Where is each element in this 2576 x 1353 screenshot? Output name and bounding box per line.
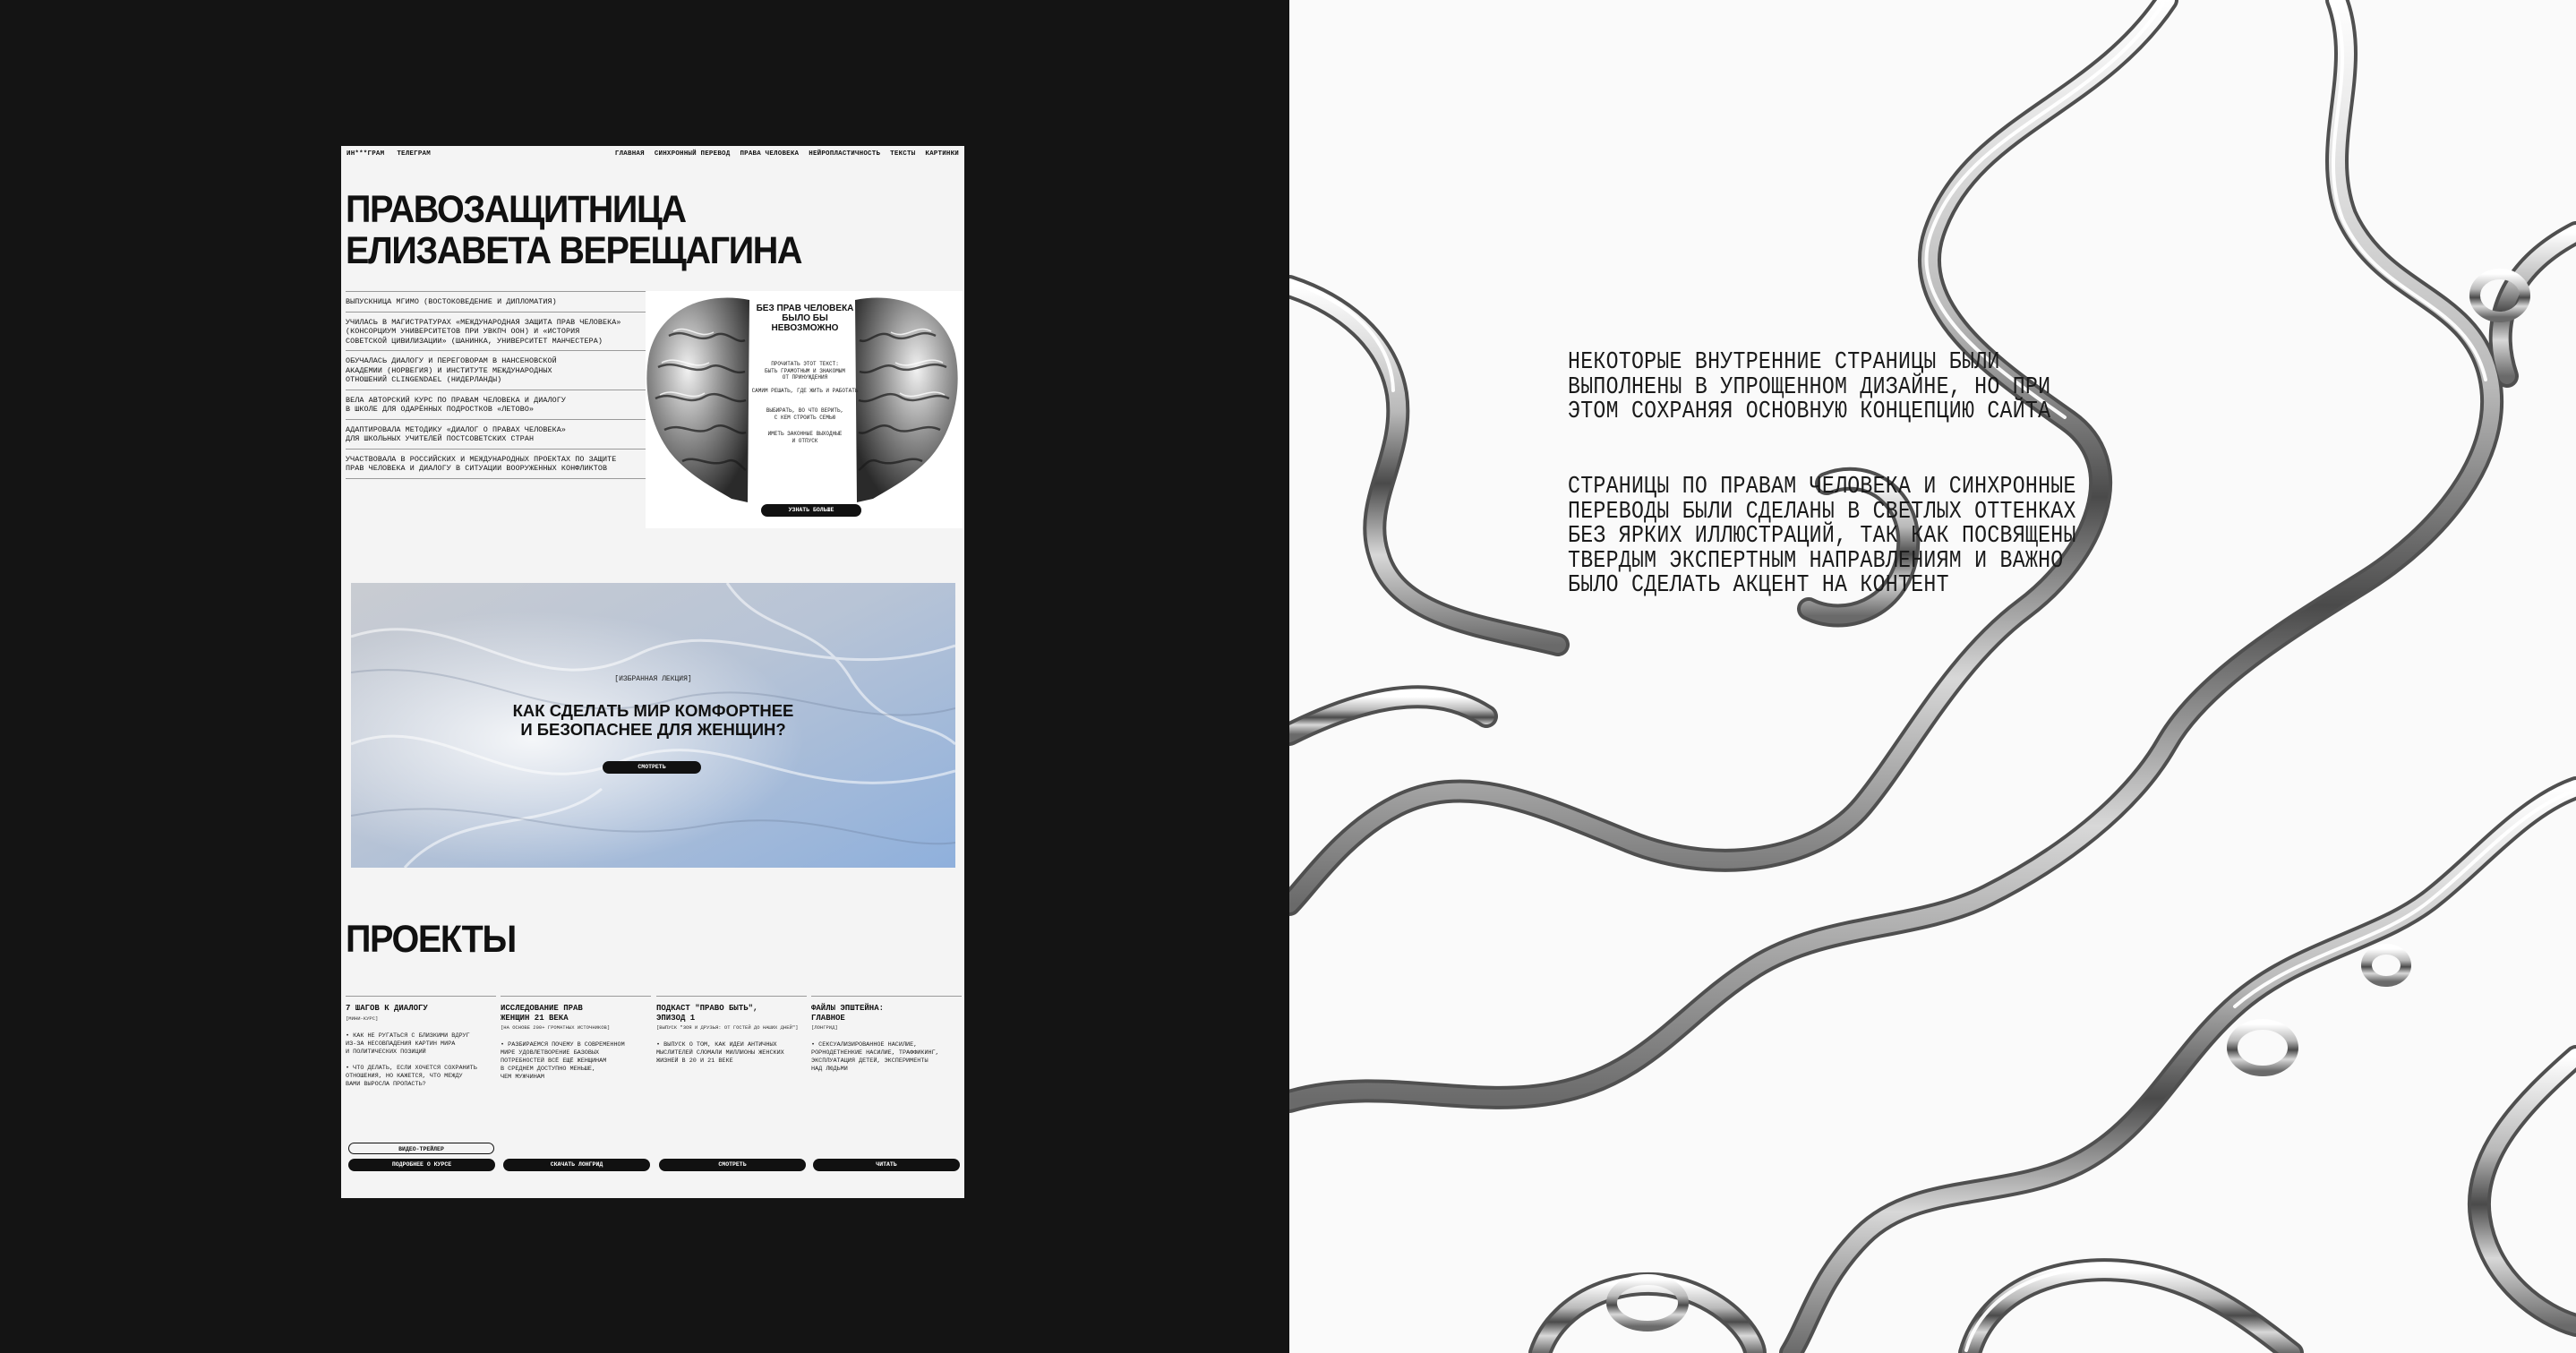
card-title: БЕЗ ПРАВ ЧЕЛОВЕКА БЫЛО БЫ НЕВОЗМОЖНО bbox=[756, 304, 854, 333]
project-title: 7 ШАГОВ К ДИАЛОГУ bbox=[346, 1004, 428, 1013]
project-card bbox=[501, 996, 651, 1131]
social-links bbox=[347, 150, 431, 158]
course-details-button[interactable]: ПОДРОБНЕЕ О КУРСЕ bbox=[348, 1159, 495, 1171]
watch-podcast-button[interactable]: СМОТРЕТЬ bbox=[659, 1159, 806, 1171]
right-panel bbox=[1289, 0, 2576, 1353]
project-description: • ВЫПУСК О ТОМ, КАК ИДЕИ АНТИЧНЫХ МЫСЛИТЕЛЕЙ СЛОМАЛИ МИЛЛИОНЫ ЖЕНСКИХ ЖИЗНЕЙ В 20 И 21 ВЕКЕ bbox=[656, 1041, 784, 1065]
project-subtitle: [МИНИ-КУРС] bbox=[346, 1015, 379, 1022]
download-longread-button[interactable]: СКАЧАТЬ ЛОНГРИД bbox=[503, 1159, 650, 1171]
nav-neuroplasticity[interactable]: НЕЙРОПЛАСТИЧНОСТЬ bbox=[809, 150, 881, 158]
project-description: • КАК НЕ РУГАТЬСЯ С БЛИЗКИМИ ВДРУГ ИЗ-ЗА НЕСОВПАДЕНИЯ КАРТИН МИРА И ПОЛИТИЧЕСКИХ ПОЗИЦИЙ • ЧТО ДЕЛАТЬ, ЕСЛИ ХОЧЕТСЯ СОХРАНИТЬ ОТНОШЕНИЯ, НО КАЖЕТСЯ, ЧТО МЕЖДУ ВАМИ ВЫРОСЛА ПРОПАСТЬ? bbox=[346, 1032, 477, 1088]
card-text: ПРОЧИТАТЬ ЭТОТ ТЕКСТ: БЫТЬ ГРАМОТНЫМ И ЗНАКОМЫМ ОТ ПРИНУЖДЕНИЯ bbox=[764, 361, 845, 381]
nav-telegram[interactable]: ТЕЛЕГРАМ bbox=[397, 150, 431, 158]
bio-list bbox=[346, 291, 655, 479]
bio-item: ОБУЧАЛАСЬ ДИАЛОГУ И ПЕРЕГОВОРАМ В НАНСЕНОВСКОЙ АКАДЕМИИ (НОРВЕГИЯ) И ИНСТИТУТЕ МЕЖДУНАРОДНЫХ ОТНОШЕНИЙ CLINGENDAEL (НИДЕРЛАНДЫ) bbox=[346, 350, 655, 390]
nav-pictures[interactable]: КАРТИНКИ bbox=[925, 150, 959, 158]
project-title: ИССЛЕДОВАНИЕ ПРАВ ЖЕНЩИН 21 ВЕКА bbox=[501, 1004, 583, 1023]
project-subtitle: [ЛОНГРИД] bbox=[811, 1024, 838, 1031]
website-screenshot bbox=[341, 146, 964, 1198]
watch-button[interactable]: СМОТРЕТЬ bbox=[603, 761, 701, 774]
chrome-brain-image-left bbox=[646, 291, 758, 506]
chrome-liquid-artwork bbox=[1289, 0, 2576, 1353]
bio-item: ВЫПУСКНИЦА МГИМО (ВОСТОКОВЕДЕНИЕ И ДИПЛОМАТИЯ) bbox=[346, 291, 655, 312]
lecture-title: КАК СДЕЛАТЬ МИР КОМФОРТНЕЕ И БЕЗОПАСНЕЕ ДЛЯ ЖЕНЩИН? bbox=[512, 701, 794, 739]
project-title: ПОДКАСТ "ПРАВО БЫТЬ", ЭПИЗОД 1 bbox=[656, 1004, 758, 1023]
bio-item: ВЕЛА АВТОРСКИЙ КУРС ПО ПРАВАМ ЧЕЛОВЕКА И ДИАЛОГУ В ШКОЛЕ ДЛЯ ОДАРЁННЫХ ПОДРОСТКОВ «ЛЕТОВО» bbox=[346, 390, 655, 419]
caption-simplified-pages: НЕКОТОРЫЕ ВНУТРЕННИЕ СТРАНИЦЫ БЫЛИ ВЫПОЛНЕНЫ В УПРОЩЕННОМ ДИЗАЙНЕ, НО ПРИ ЭТОМ СОХРАНЯЯ ОСНОВНУЮ КОНЦЕПЦИЮ САЙТА bbox=[1568, 349, 2051, 425]
page-title bbox=[346, 189, 889, 271]
page-title-line-2: ЕЛИЗАВЕТА ВЕРЕЩАГИНА bbox=[346, 229, 802, 272]
card-text: САМИМ РЕШАТЬ, ГДЕ ЖИТЬ И РАБОТАТЬ bbox=[751, 388, 859, 394]
projects-heading: ПРОЕКТЫ bbox=[346, 918, 516, 961]
project-card bbox=[811, 996, 962, 1131]
chrome-brain-image-right bbox=[846, 291, 963, 506]
nav-texts[interactable]: ТЕКСТЫ bbox=[890, 150, 916, 158]
lecture-label: [ИЗБРАННАЯ ЛЕКЦИЯ] bbox=[614, 675, 692, 683]
card-text: ИМЕТЬ ЗАКОННЫЕ ВЫХОДНЫЕ И ОТПУСК bbox=[767, 431, 843, 444]
project-subtitle: [ВЫПУСК "ЗОЯ И ДРУЗЬЯ: ОТ ГОСТЕЙ ДО НАШИХ ДНЕЙ"] bbox=[656, 1024, 799, 1031]
nav-interpreting[interactable]: СИНХРОННЫЙ ПЕРЕВОД bbox=[654, 150, 731, 158]
project-description: • РАЗБИРАЕМСЯ ПОЧЕМУ В СОВРЕМЕННОМ МИРЕ УДОВЛЕТВОРЕНИЕ БАЗОВЫХ ПОТРЕБНОСТЕЙ ВСЁ ЕЩЁ ЖЕНЩИНАМ В СРЕДНЕМ ДОСТУПНО МЕНЬШЕ, ЧЕМ МУЖЧИНАМ bbox=[501, 1041, 625, 1081]
project-card bbox=[346, 996, 496, 1131]
nav-human-rights[interactable]: ПРАВА ЧЕЛОВЕКА bbox=[740, 150, 800, 158]
project-subtitle: [НА ОСНОВЕ 200+ ГРОМАТНЫХ ИСТОЧНИКОВ] bbox=[501, 1024, 611, 1031]
project-title: ФАЙЛЫ ЭПШТЕЙНА: ГЛАВНОЕ bbox=[811, 1004, 885, 1023]
card-text: ВЫБИРАТЬ, ВО ЧТО ВЕРИТЬ, С КЕМ СТРОИТЬ СЕМЬЮ bbox=[766, 407, 844, 421]
learn-more-button[interactable]: УЗНАТЬ БОЛЬШЕ bbox=[761, 504, 861, 517]
caption-light-pages: СТРАНИЦЫ ПО ПРАВАМ ЧЕЛОВЕКА И СИНХРОННЫЕ ПЕРЕВОДЫ БЫЛИ СДЕЛАНЫ В СВЕТЛЫХ ОТТЕНКАХ БЕЗ ЯРКИХ ИЛЛЮСТРАЦИЙ, ТАК КАК ПОСВЯЩЕНЫ ТВЕРДЫМ ЭКСПЕРТНЫМ НАПРАВЛЕНИЯМ И ВАЖНО БЫЛО СДЕЛАТЬ АКЦЕНТ НА КОНТЕНТ bbox=[1568, 474, 2076, 599]
main-menu bbox=[615, 150, 959, 158]
page-title-line-1: ПРАВОЗАЩИТНИЦА bbox=[346, 188, 686, 231]
bio-item: АДАПТИРОВАЛА МЕТОДИКУ «ДИАЛОГ О ПРАВАХ ЧЕЛОВЕКА» ДЛЯ ШКОЛЬНЫХ УЧИТЕЛЕЙ ПОСТСОВЕТСКИХ СТРАН bbox=[346, 419, 655, 449]
human-rights-card bbox=[646, 291, 963, 528]
nav-home[interactable]: ГЛАВНАЯ bbox=[614, 150, 645, 158]
featured-lecture-banner[interactable] bbox=[351, 583, 955, 868]
project-description: • СЕКСУАЛИЗИРОВАННОЕ НАСИЛИЕ, РОРНОДЕТНЕНКИЕ НАСИЛИЕ, ТРАФФИКИНГ, ЭКСПЛУАТАЦИЯ ДЕТЕЙ, ЭКСПЕРИМЕНТЫ НАД ЛЮДЬМИ bbox=[811, 1041, 939, 1073]
bio-item: УЧИЛАСЬ В МАГИСТРАТУРАХ «МЕЖДУНАРОДНАЯ ЗАЩИТА ПРАВ ЧЕЛОВЕКА» (КОНСОРЦИУМ УНИВЕРСИТЕТОВ ПРИ УВКПЧ ООН) И «ИСТОРИЯ СОВЕТСКОЙ ЦИВИЛИЗАЦИИ» (ШАНИНКА, УНИВЕРСИТЕТ МАНЧЕСТЕРА) bbox=[346, 312, 655, 351]
project-card bbox=[656, 996, 807, 1131]
top-nav bbox=[347, 150, 959, 163]
read-button[interactable]: ЧИТАТЬ bbox=[813, 1159, 960, 1171]
bio-item: УЧАСТВОВАЛА В РОССИЙСКИХ И МЕЖДУНАРОДНЫХ ПРОЕКТАХ ПО ЗАЩИТЕ ПРАВ ЧЕЛОВЕКА И ДИАЛОГУ В СИТУАЦИИ ВООРУЖЕННЫХ КОНФЛИКТОВ bbox=[346, 449, 655, 479]
nav-instagram[interactable]: ИН***ГРАМ bbox=[347, 150, 385, 158]
video-trailer-button[interactable]: ВИДЕО-ТРЕЙЛЕР bbox=[348, 1143, 494, 1154]
